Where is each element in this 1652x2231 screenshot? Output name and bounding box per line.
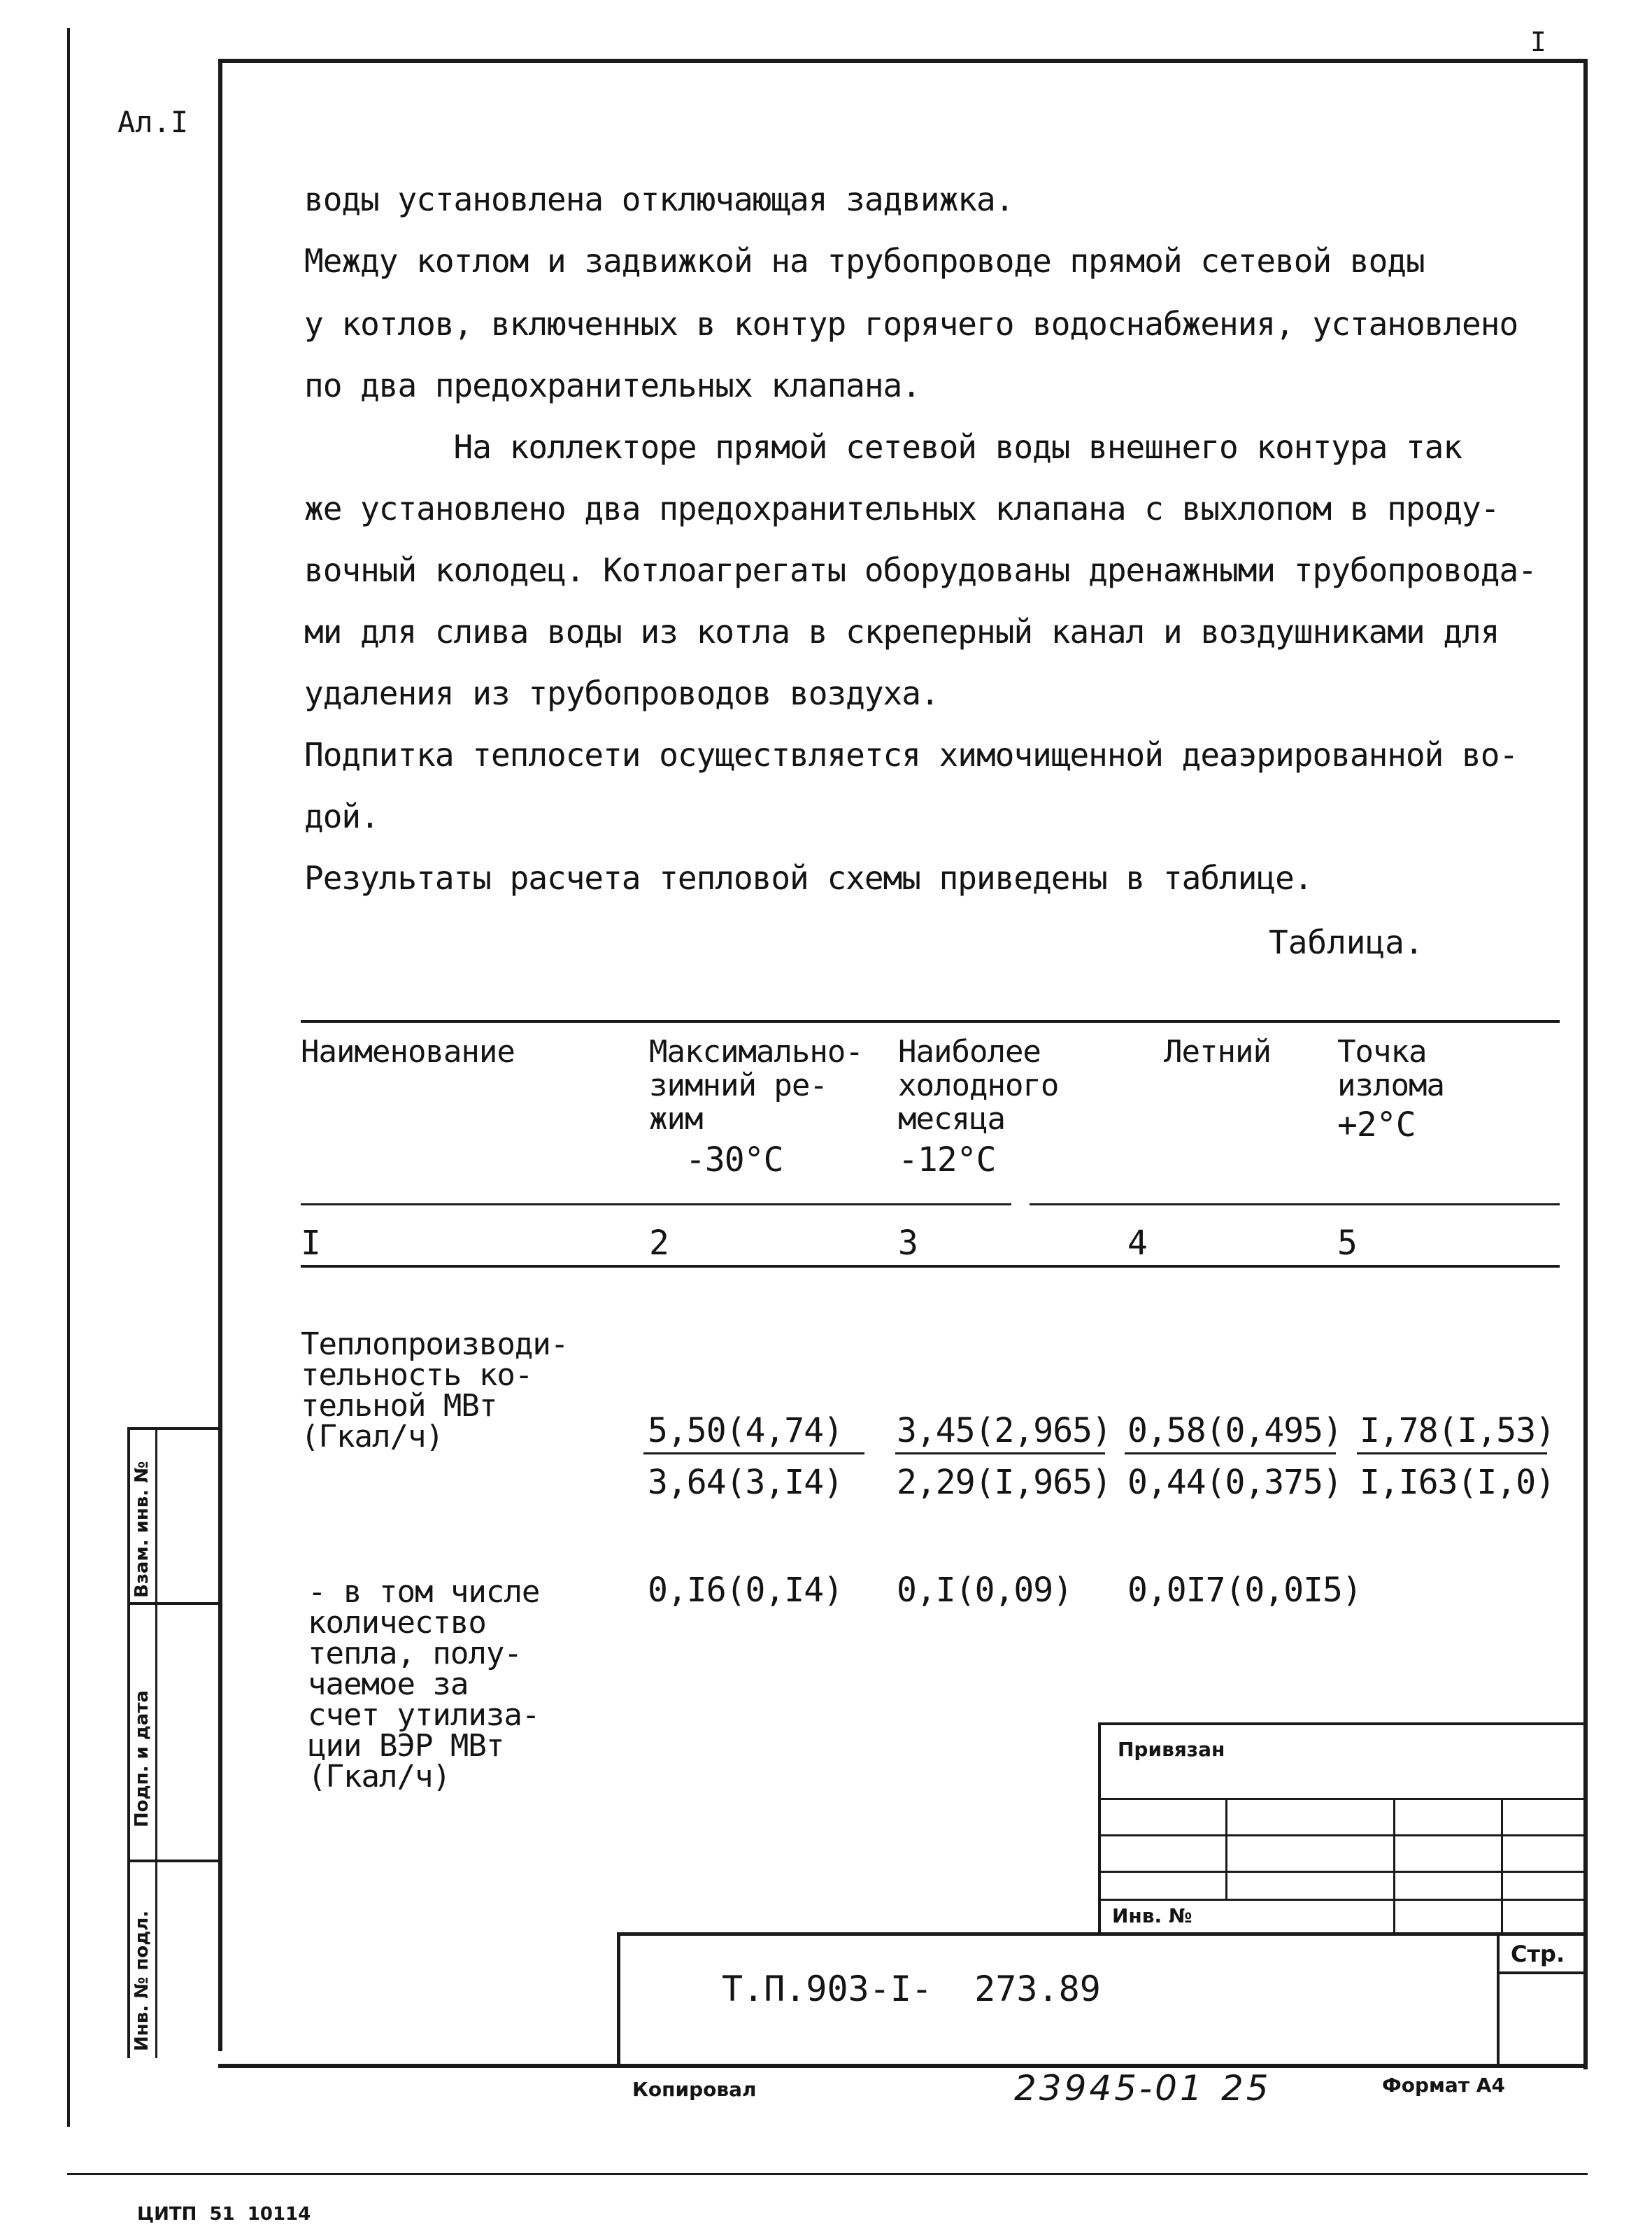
- header-summer: Летний: [1164, 1034, 1271, 1070]
- right-border: [1583, 59, 1588, 2069]
- paragraph-line-8: ми для слива воды из котла в скреперный канал и воздушниками для: [304, 613, 1500, 651]
- paragraph-line-9: удаления из трубопроводов воздуха.: [304, 674, 939, 712]
- paragraph-line-10: Подпитка теплосети осуществляется химочищенной деаэрированной во-: [304, 736, 1518, 774]
- header-name: Наименование: [301, 1034, 515, 1070]
- printer-mark: ЦИТП 51 10114: [137, 2204, 311, 2225]
- row2-value-summer: 0,0I7(0,0I5): [1127, 1571, 1362, 1610]
- side-stamp-rule-2: [127, 1860, 218, 1862]
- doc-box-top: [617, 1932, 1588, 1936]
- paragraph-line-11: дой.: [304, 798, 379, 835]
- table-top-rule: [301, 1020, 1560, 1023]
- row2-value-winter: 0,I6(0,I4): [648, 1571, 843, 1610]
- paragraph-line-4: по два предохранительных клапана.: [304, 367, 920, 404]
- column-number-4: 4: [1127, 1224, 1147, 1263]
- stamp-row-rule-1: [1098, 1798, 1588, 1800]
- row1-value-summer-top: 0,58(0,495): [1127, 1411, 1342, 1450]
- side-stamp-sign-date: Подп. и дата: [131, 1690, 152, 1827]
- header-rule-left: [301, 1203, 1011, 1205]
- stamp-row-rule-4: [1098, 1899, 1588, 1901]
- row1-value-summer-bottom: 0,44(0,375): [1127, 1463, 1342, 1502]
- paragraph-line-2: Между котлом и задвижкой на трубопроводе прямой сетевой воды: [304, 242, 1425, 280]
- paragraph-line-1: воды установлена отключающая задвижка.: [304, 180, 1014, 218]
- doc-code: Т.П.903-I- 273.89: [722, 1969, 1101, 2009]
- header-temp-break: +2°C: [1337, 1105, 1416, 1145]
- stamp-col-rule-3: [1501, 1798, 1503, 1932]
- cut-line: [67, 2173, 1588, 2175]
- stamp-bound-top: [1098, 1722, 1588, 1725]
- paragraph-line-12: Результаты расчета тепловой схемы приведены в таблице.: [304, 859, 1313, 897]
- bottom-border: [218, 2064, 1588, 2068]
- row1-value-break-bottom: I,I63(I,0): [1360, 1463, 1555, 1502]
- header-temp-coldest: -12°C: [898, 1140, 996, 1180]
- stamp-row-rule-3: [1098, 1871, 1588, 1873]
- side-stamp-left: [127, 1427, 130, 2058]
- header-coldest-month: Наиболее холодного месяца: [898, 1034, 1059, 1137]
- paragraph-line-6: же установлено два предохранительных клапана с выхлопом в проду-: [304, 490, 1500, 527]
- column-number-2: 2: [649, 1224, 669, 1263]
- fraction-rule-1: [643, 1452, 864, 1454]
- numbers-rule: [301, 1265, 1560, 1268]
- row2-value-coldest: 0,I(0,09): [897, 1571, 1073, 1610]
- side-stamp-top: [127, 1427, 218, 1430]
- stamp-col-rule-2: [1393, 1798, 1395, 1932]
- side-stamp-col: [155, 1427, 157, 2058]
- margin-label: Ал.I: [118, 105, 189, 139]
- side-stamp-original-inv: Инв. № подл.: [131, 1910, 152, 2051]
- column-number-5: 5: [1337, 1224, 1357, 1263]
- fraction-rule-4: [1357, 1452, 1547, 1454]
- copied-label: Копировал: [632, 2078, 757, 2101]
- column-number-1: I: [301, 1224, 320, 1263]
- row1-value-break-top: I,78(I,53): [1360, 1411, 1555, 1450]
- row-label-waste-heat: - в том числе количество тепла, полу- чаемое за счет утилиза- ции ВЭР МВт (Гкал/ч): [308, 1574, 540, 1794]
- header-rule-right: [1030, 1203, 1560, 1205]
- bound-label: Привязан: [1118, 1738, 1225, 1761]
- row1-value-winter-top: 5,50(4,74): [648, 1411, 843, 1450]
- stamp-bound-left: [1098, 1722, 1101, 1932]
- side-stamp-rule-1: [127, 1602, 218, 1605]
- fraction-rule-3: [1125, 1452, 1336, 1454]
- row1-value-winter-bottom: 3,64(3,I4): [648, 1463, 843, 1502]
- stamp-row-rule-2: [1098, 1834, 1588, 1836]
- row1-value-coldest-bottom: 2,29(I,965): [897, 1463, 1111, 1502]
- paragraph-line-7: вочный колодец. Котлоагрегаты оборудованы дренажными трубопровода-: [304, 551, 1537, 589]
- paragraph-line-3: у котлов, включенных в контур горячего водоснабжения, установлено: [304, 305, 1518, 343]
- inv-label: Инв. №: [1112, 1904, 1192, 1927]
- column-number-3: 3: [898, 1224, 918, 1263]
- page-label: Стр.: [1511, 1941, 1565, 1967]
- page-box-left: [1497, 1932, 1500, 2065]
- side-stamp-replaced-inv: Взам. инв. №: [131, 1461, 152, 1598]
- handwritten-number: 23945-01: [1014, 2068, 1205, 2109]
- top-border: [218, 59, 1588, 63]
- doc-box-left: [617, 1932, 620, 2065]
- row1-value-coldest-top: 3,45(2,965): [897, 1411, 1111, 1450]
- page-box-rule: [1497, 1971, 1588, 1974]
- table-caption: Таблица.: [1269, 923, 1424, 961]
- stamp-col-rule-1: [1225, 1798, 1227, 1899]
- handwritten-page: 25: [1221, 2068, 1272, 2109]
- outer-left-border: [67, 28, 70, 2127]
- format-label: Формат А4: [1382, 2074, 1505, 2097]
- header-break-point: Точка излома: [1337, 1034, 1444, 1103]
- corner-mark: I: [1530, 27, 1546, 57]
- row-label-heat-output: Теплопроизводи- тельность ко- тельной МВт (Гкал/ч): [301, 1326, 569, 1454]
- fraction-rule-2: [895, 1452, 1105, 1454]
- header-winter: Максимально- зимний ре- жим: [649, 1034, 863, 1137]
- inner-left-border: [218, 59, 222, 2051]
- paragraph-line-5: На коллекторе прямой сетевой воды внешнего контура так: [304, 428, 1462, 466]
- header-temp-winter: -30°C: [685, 1140, 783, 1180]
